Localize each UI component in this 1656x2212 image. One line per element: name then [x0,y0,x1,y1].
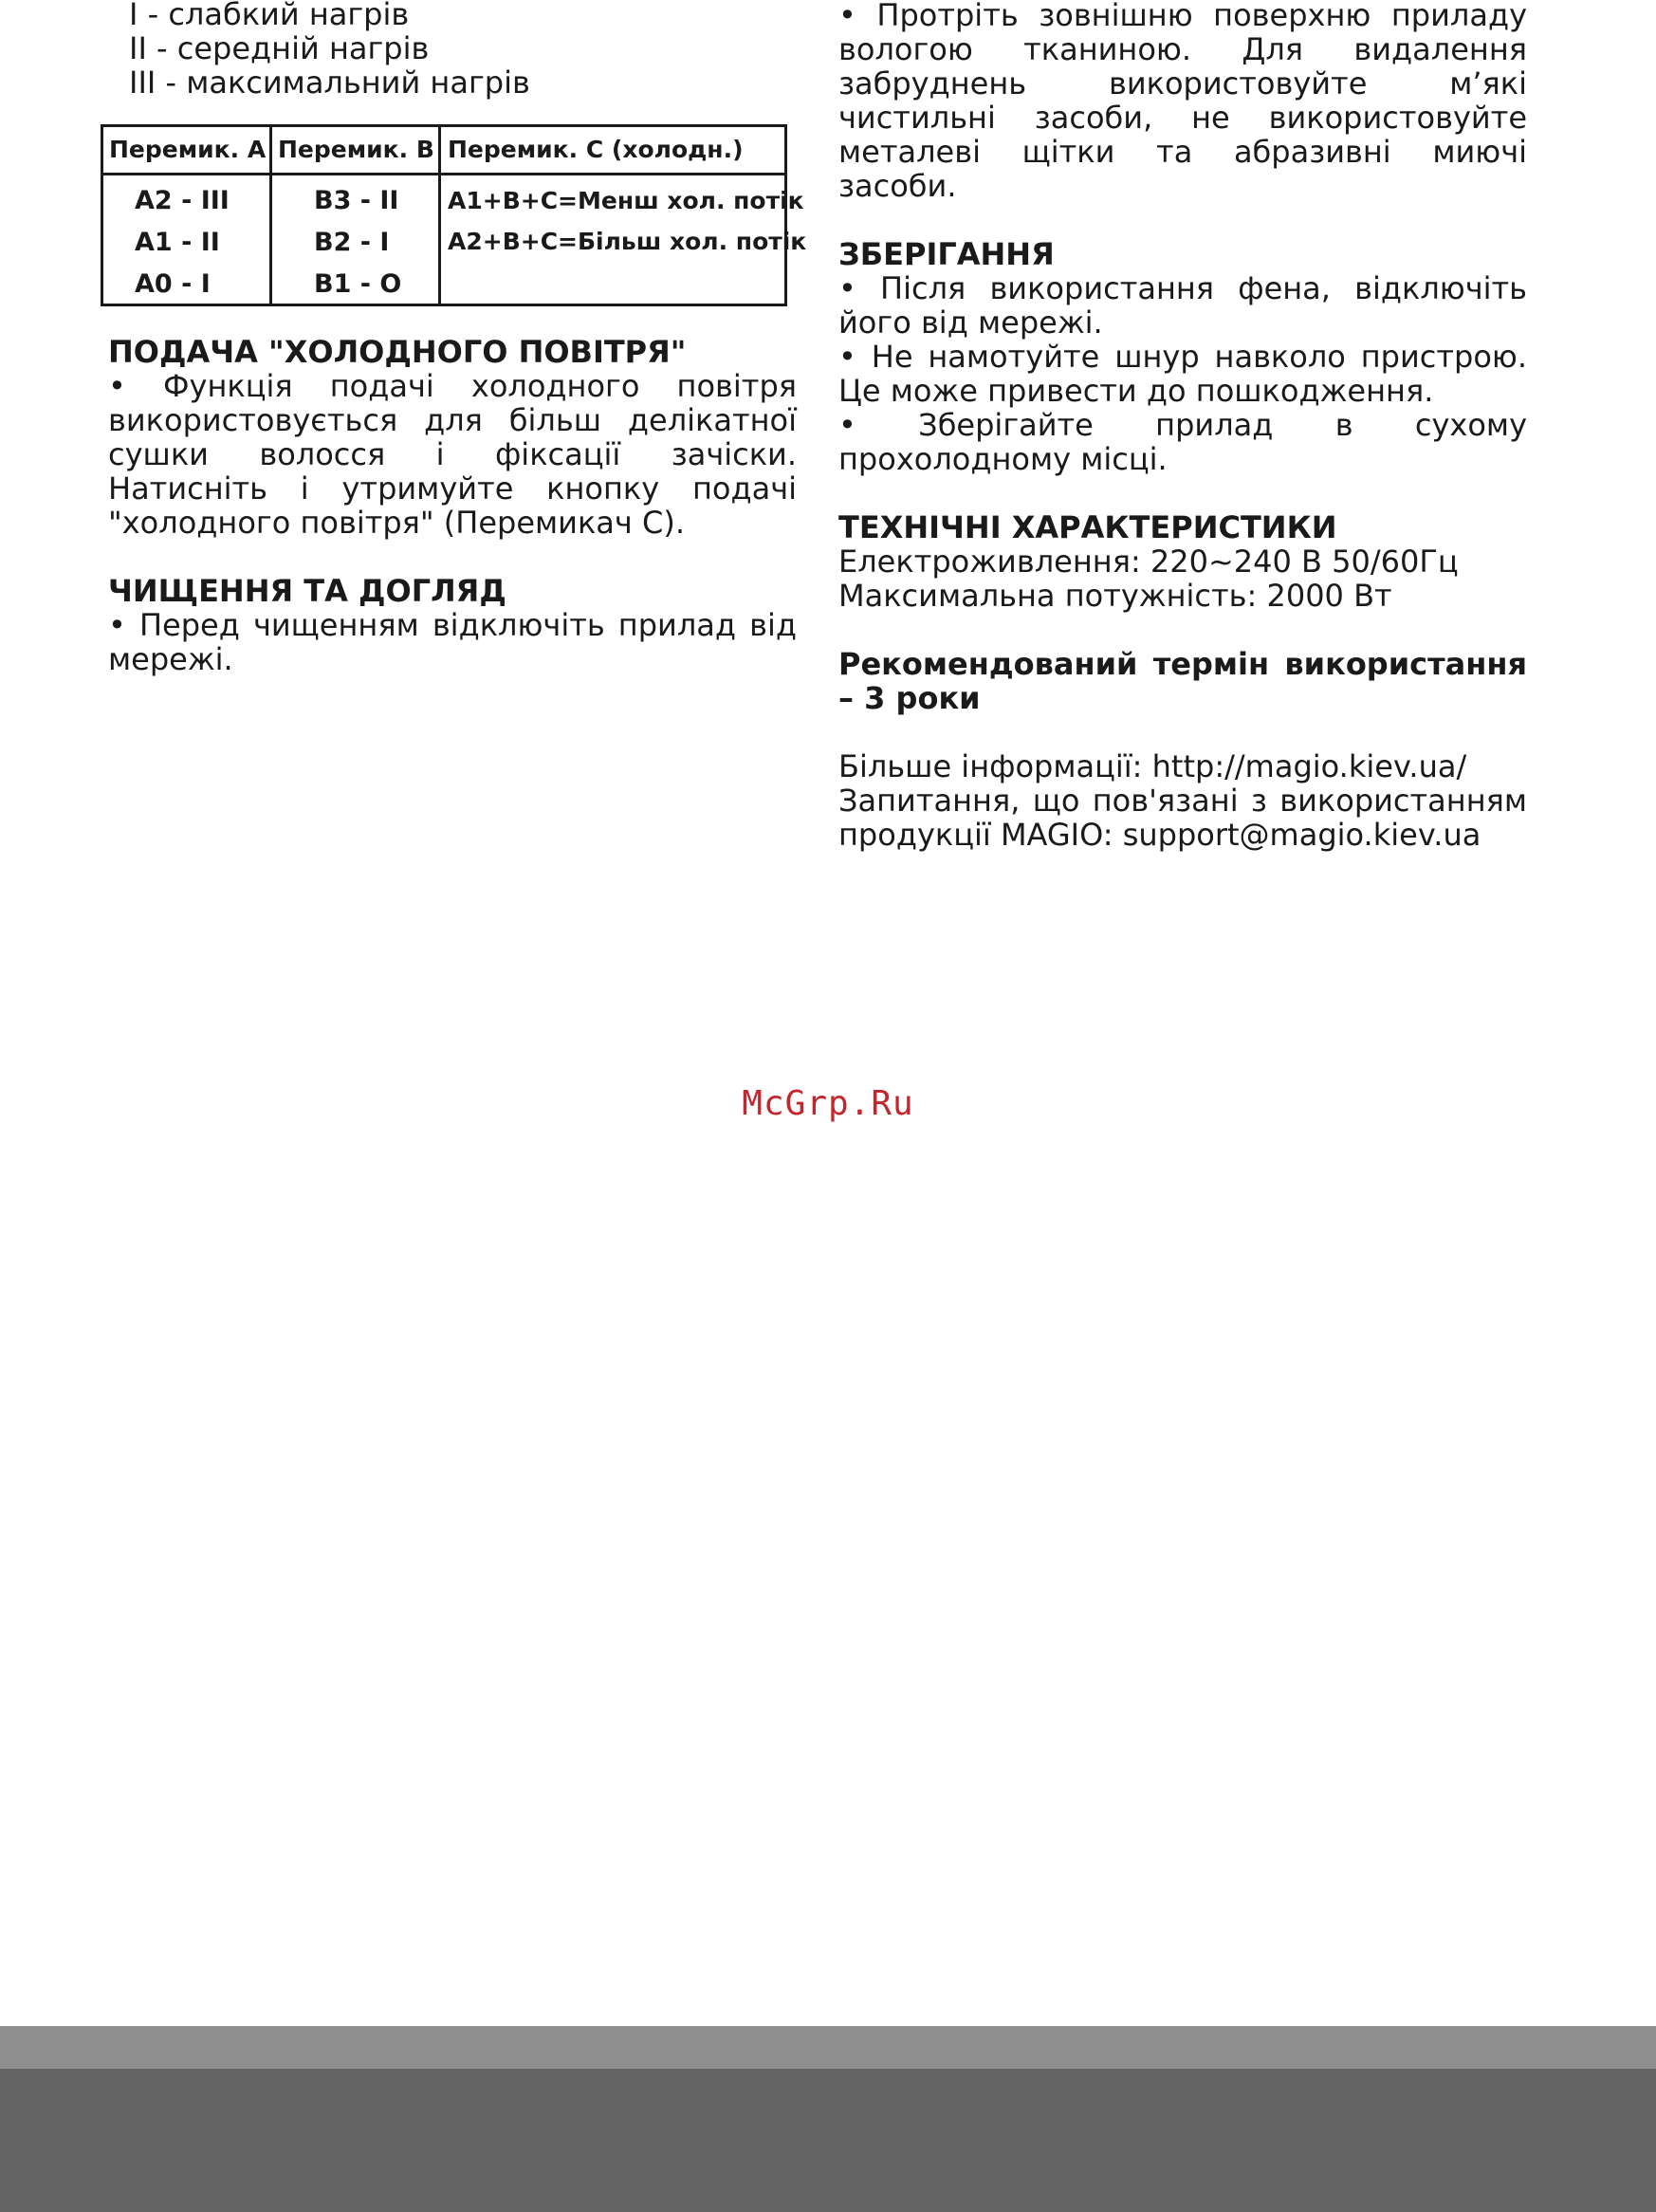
switch-b-value: B3 - II [314,186,399,215]
switch-c-combo: A2+B+C=Більш хол. потік [448,228,807,255]
table-divider [269,127,272,304]
heat-level-list [129,0,797,100]
header-switch-b: Перемик. B [278,136,434,163]
lifetime-note: Рекомендований термін використання – 3 роки [838,646,1527,716]
header-switch-c: Перемик. C (холодн.) [448,136,744,163]
storage-heading: ЗБЕРІГАННЯ [838,236,1055,272]
cleaning-text-1: • Перед чищенням відключіть прилад від мережі. [108,607,797,677]
heat-level-2: II - середній нагрів [129,30,430,66]
storage-item: • Зберігайте прилад в сухому прохолодному місці. [838,407,1527,477]
heat-level-3: III - максимальний нагрів [129,65,530,101]
specs-power-supply: Електроживлення: 220~240 В 50/60Гц [838,544,1459,580]
switch-a-value: A1 - II [135,228,220,257]
support-contact[interactable]: Запитання, що пов'язані з використанням продукції MAGIO: support@magio.kiev.ua [838,783,1527,853]
heat-level-1: I - слабкий нагрів [129,0,410,32]
left-column-lower [108,335,797,676]
more-info-link[interactable]: Більше інформації: http://magio.kiev.ua/ [838,748,1467,784]
switch-b-value: B1 - O [314,269,402,299]
storage-item: • Після використання фена, відключіть його від мережі. [838,270,1527,341]
switch-b-value: B2 - I [314,228,390,257]
switch-a-value: A2 - III [135,186,230,215]
cold-air-text: • Функція подачі холодного повітря використовується для більш делікатної сушки волосся і фіксації зачіски. Натисніть і утримуйте кнопку подачі "холодного повітря" (Перемикач С). [108,368,797,541]
footer-band-dark [0,2069,1656,2212]
header-switch-a: Перемик. A [109,136,267,163]
table-divider [438,127,441,304]
switch-a-value: A0 - I [135,269,211,299]
footer-band-light [0,2026,1656,2069]
cleaning-text-2: • Протріть зовнішню поверхню приладу вологою тканиною. Для видалення забруднень використовуйте м’які чистильні засоби, не використовуйте металеві щітки та абразивні миючі засоби. [838,0,1527,204]
right-column [838,0,1527,852]
switch-c-combo: A1+B+C=Менш хол. потік [448,187,804,214]
watermark: McGrp.Ru [742,1084,914,1123]
cleaning-heading: ЧИЩЕННЯ ТА ДОГЛЯД [108,573,506,609]
left-column [108,0,797,100]
specs-heading: ТЕХНІЧНІ ХАРАКТЕРИСТИКИ [838,509,1337,545]
cold-air-heading: ПОДАЧА "ХОЛОДНОГО ПОВІТРЯ" [108,334,687,370]
storage-item: • Не намотуйте шнур навколо пристрою. Це може привести до пошкодження. [838,339,1527,409]
specs-max-power: Максимальна потужність: 2000 Вт [838,578,1392,614]
switch-table [101,124,807,306]
